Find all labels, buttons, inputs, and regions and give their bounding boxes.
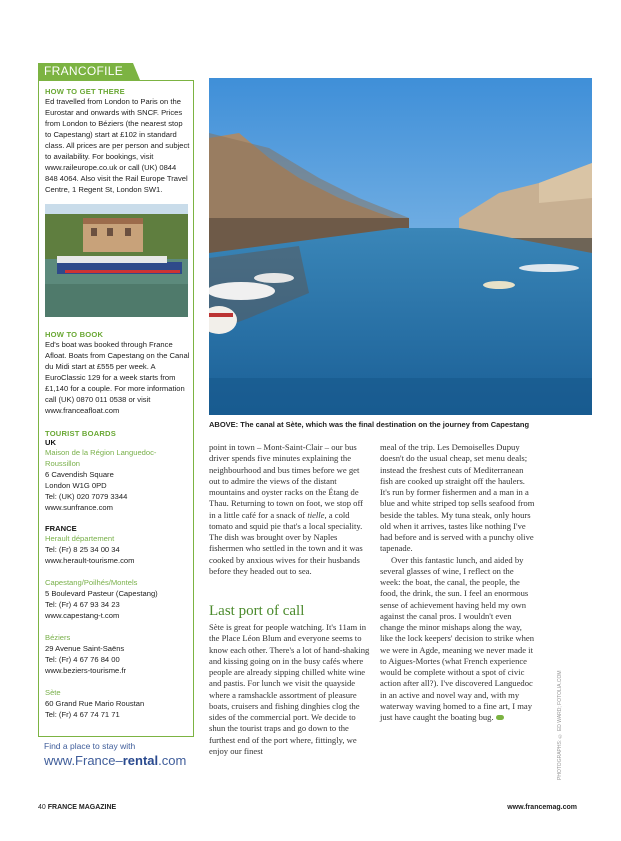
uk-tel: Tel: (UK) 020 7079 3344 xyxy=(45,492,128,501)
france-entry-name: Sète xyxy=(45,688,61,697)
rental-ad-prefix: www.France– xyxy=(44,753,123,768)
how-to-book-body: Ed's boat was booked through France Afloat. Boats from Capestang on the Canal du Midi start at £555 per week. A EuroClassic 129 for a week starts from £1,140 for a couple. For more information call (UK) 0870 011 0538 or visit www.franceafloat.com xyxy=(45,340,190,415)
france-entry-name: Béziers xyxy=(45,633,71,642)
france-entry-name: Herault département xyxy=(45,534,115,543)
page-number: 40 xyxy=(38,804,46,811)
section-tab: FRANCOFILE xyxy=(38,63,133,80)
france-entry-line: 29 Avenue Saint-Saëns xyxy=(45,644,125,653)
uk-address1: 6 Cavendish Square xyxy=(45,470,114,479)
magazine-name: FRANCE MAGAZINE xyxy=(47,804,117,811)
article-text: point in town – Mont-Saint-Clair – our bus driver spends five minutes explaining the neighbourhood and bus times before we get out to admire the views of the distant mountains and oyster racks on the Étang de Thau. Returning to town on foot, we stop off in a little café for a snack of xyxy=(209,442,364,520)
how-to-get-there-body: Ed travelled from London to Paris on the Eurostar and onwards with SNCF. Prices from London to Béziers (the nearest stop to Capestang) start at £102 in standard class. All prices are per person and subject to availability. For bookings, visit www.raileurope.co.uk or call (UK) 0844 848 4064. Also visit the Rail Europe Travel Centre, 1 Regent St, London SW1. xyxy=(45,97,190,194)
article-column-1 xyxy=(209,442,371,577)
end-mark-icon xyxy=(496,715,504,720)
france-label: FRANCE xyxy=(45,524,77,533)
france-entry-line: Tel: (Fr) 8 25 34 00 34 xyxy=(45,545,120,554)
article-text: , a cold tomato and squid pie that's a local speciality. The dish was brought over by Naples fishermen who settled in the town and it was cooked by anxious wives for their husbands before they headed out to sea. xyxy=(209,509,363,576)
how-to-book-heading: HOW TO BOOK xyxy=(45,330,104,339)
how-to-get-there-heading: HOW TO GET THERE xyxy=(45,87,125,96)
france-entry-line: Tel: (Fr) 4 67 93 34 23 xyxy=(45,600,120,609)
article-paragraph: meal of the trip. Les Demoiselles Dupuy doesn't do the usual cheap, set menu deals; instead the freshest cuts of Mediterranean fish are cooked up straight off the haulers. It's run by former fishermen and a man in a blue and white striped top sells seafood from beside the tables. My tuna steak, only hours old when it arrives, tastes like nothing I've had before and is served with a punchy olive tapenade. xyxy=(380,442,535,554)
section-heading: Last port of call xyxy=(209,603,305,619)
uk-board-name: Maison de la Région Languedoc-Roussillon xyxy=(45,448,157,468)
article-paragraph: Over this fantastic lunch, and aided by several glasses of wine, I reflect on the week: the boat, the canal, the people, the food, the drink, the sun. I feel an enormous sense of achievement having held my own against the canal pros. I wouldn't even change the minor mishaps along the way, like the lock keepers' decision to strike when we were in Agde, meaning we never made it to Aigues-Mortes (what French experience would be complete without a spot of civic action after all?). I've discovered Languedoc in an active and novel way and, with my waterway waving homed to a fine art, I may just have caught the boating bug. xyxy=(380,554,535,722)
rental-ad-suffix: .com xyxy=(158,753,187,768)
canal-photo xyxy=(209,78,592,415)
france-entry-name: Capestang/Poilhés/Montels xyxy=(45,578,138,587)
tourist-boards xyxy=(45,429,191,720)
footer-left xyxy=(38,804,116,811)
article-column-1-continued xyxy=(209,622,371,757)
france-entry-line[interactable]: www.capestang-t.com xyxy=(45,611,120,620)
france-entry-line: 60 Grand Rue Mario Roustan xyxy=(45,699,145,708)
france-entry-line: 5 Boulevard Pasteur (Capestang) xyxy=(45,589,158,598)
footer-url[interactable]: www.francemag.com xyxy=(507,804,577,811)
uk-web[interactable]: www.sunfrance.com xyxy=(45,503,113,512)
how-to-get-there xyxy=(45,87,191,195)
rental-ad-brand: rental xyxy=(122,753,159,768)
france-entry-line[interactable]: www.beziers-tourisme.fr xyxy=(45,666,127,675)
tourist-boards-heading: TOURIST BOARDS xyxy=(45,429,117,438)
rental-ad-tagline: Find a place to stay with xyxy=(44,741,136,751)
uk-address2: London W1G 0PD xyxy=(45,481,107,490)
france-entry-line: Tel: (Fr) 4 67 76 84 00 xyxy=(45,655,120,664)
how-to-book xyxy=(45,330,191,416)
photo-caption: ABOVE: The canal at Sète, which was the final destination on the journey from Capestang xyxy=(209,420,530,429)
rental-ad-url[interactable] xyxy=(44,753,186,768)
article-paragraph: Sète is great for people watching. It's 11am in the Place Léon Blum and everyone seems to know each other. There's a lot of hand-shaking and kissing going on in the busy cafés where people are already sipping chilled white wine and pastis. For lunch we visit the quayside where a ramshackle assortment of pleasure boats, cruisers and fishing dinghies clog the sides of the commercial port. We decide to shun the tourist traps and go down to the furthest end of the port where, fittingly, we enjoy our finest xyxy=(209,622,370,756)
uk-label: UK xyxy=(45,438,56,447)
article-column-2 xyxy=(380,442,536,723)
photo-credit: PHOTOGRAPHS: © ED WARD; FOTOLIA.COM xyxy=(557,670,563,780)
france-entry-line[interactable]: www.herault-tourisme.com xyxy=(45,556,135,565)
france-entry-line: Tel: (Fr) 4 67 74 71 71 xyxy=(45,710,120,719)
boat-photo xyxy=(45,204,188,317)
article-italic: tielle xyxy=(307,509,325,520)
